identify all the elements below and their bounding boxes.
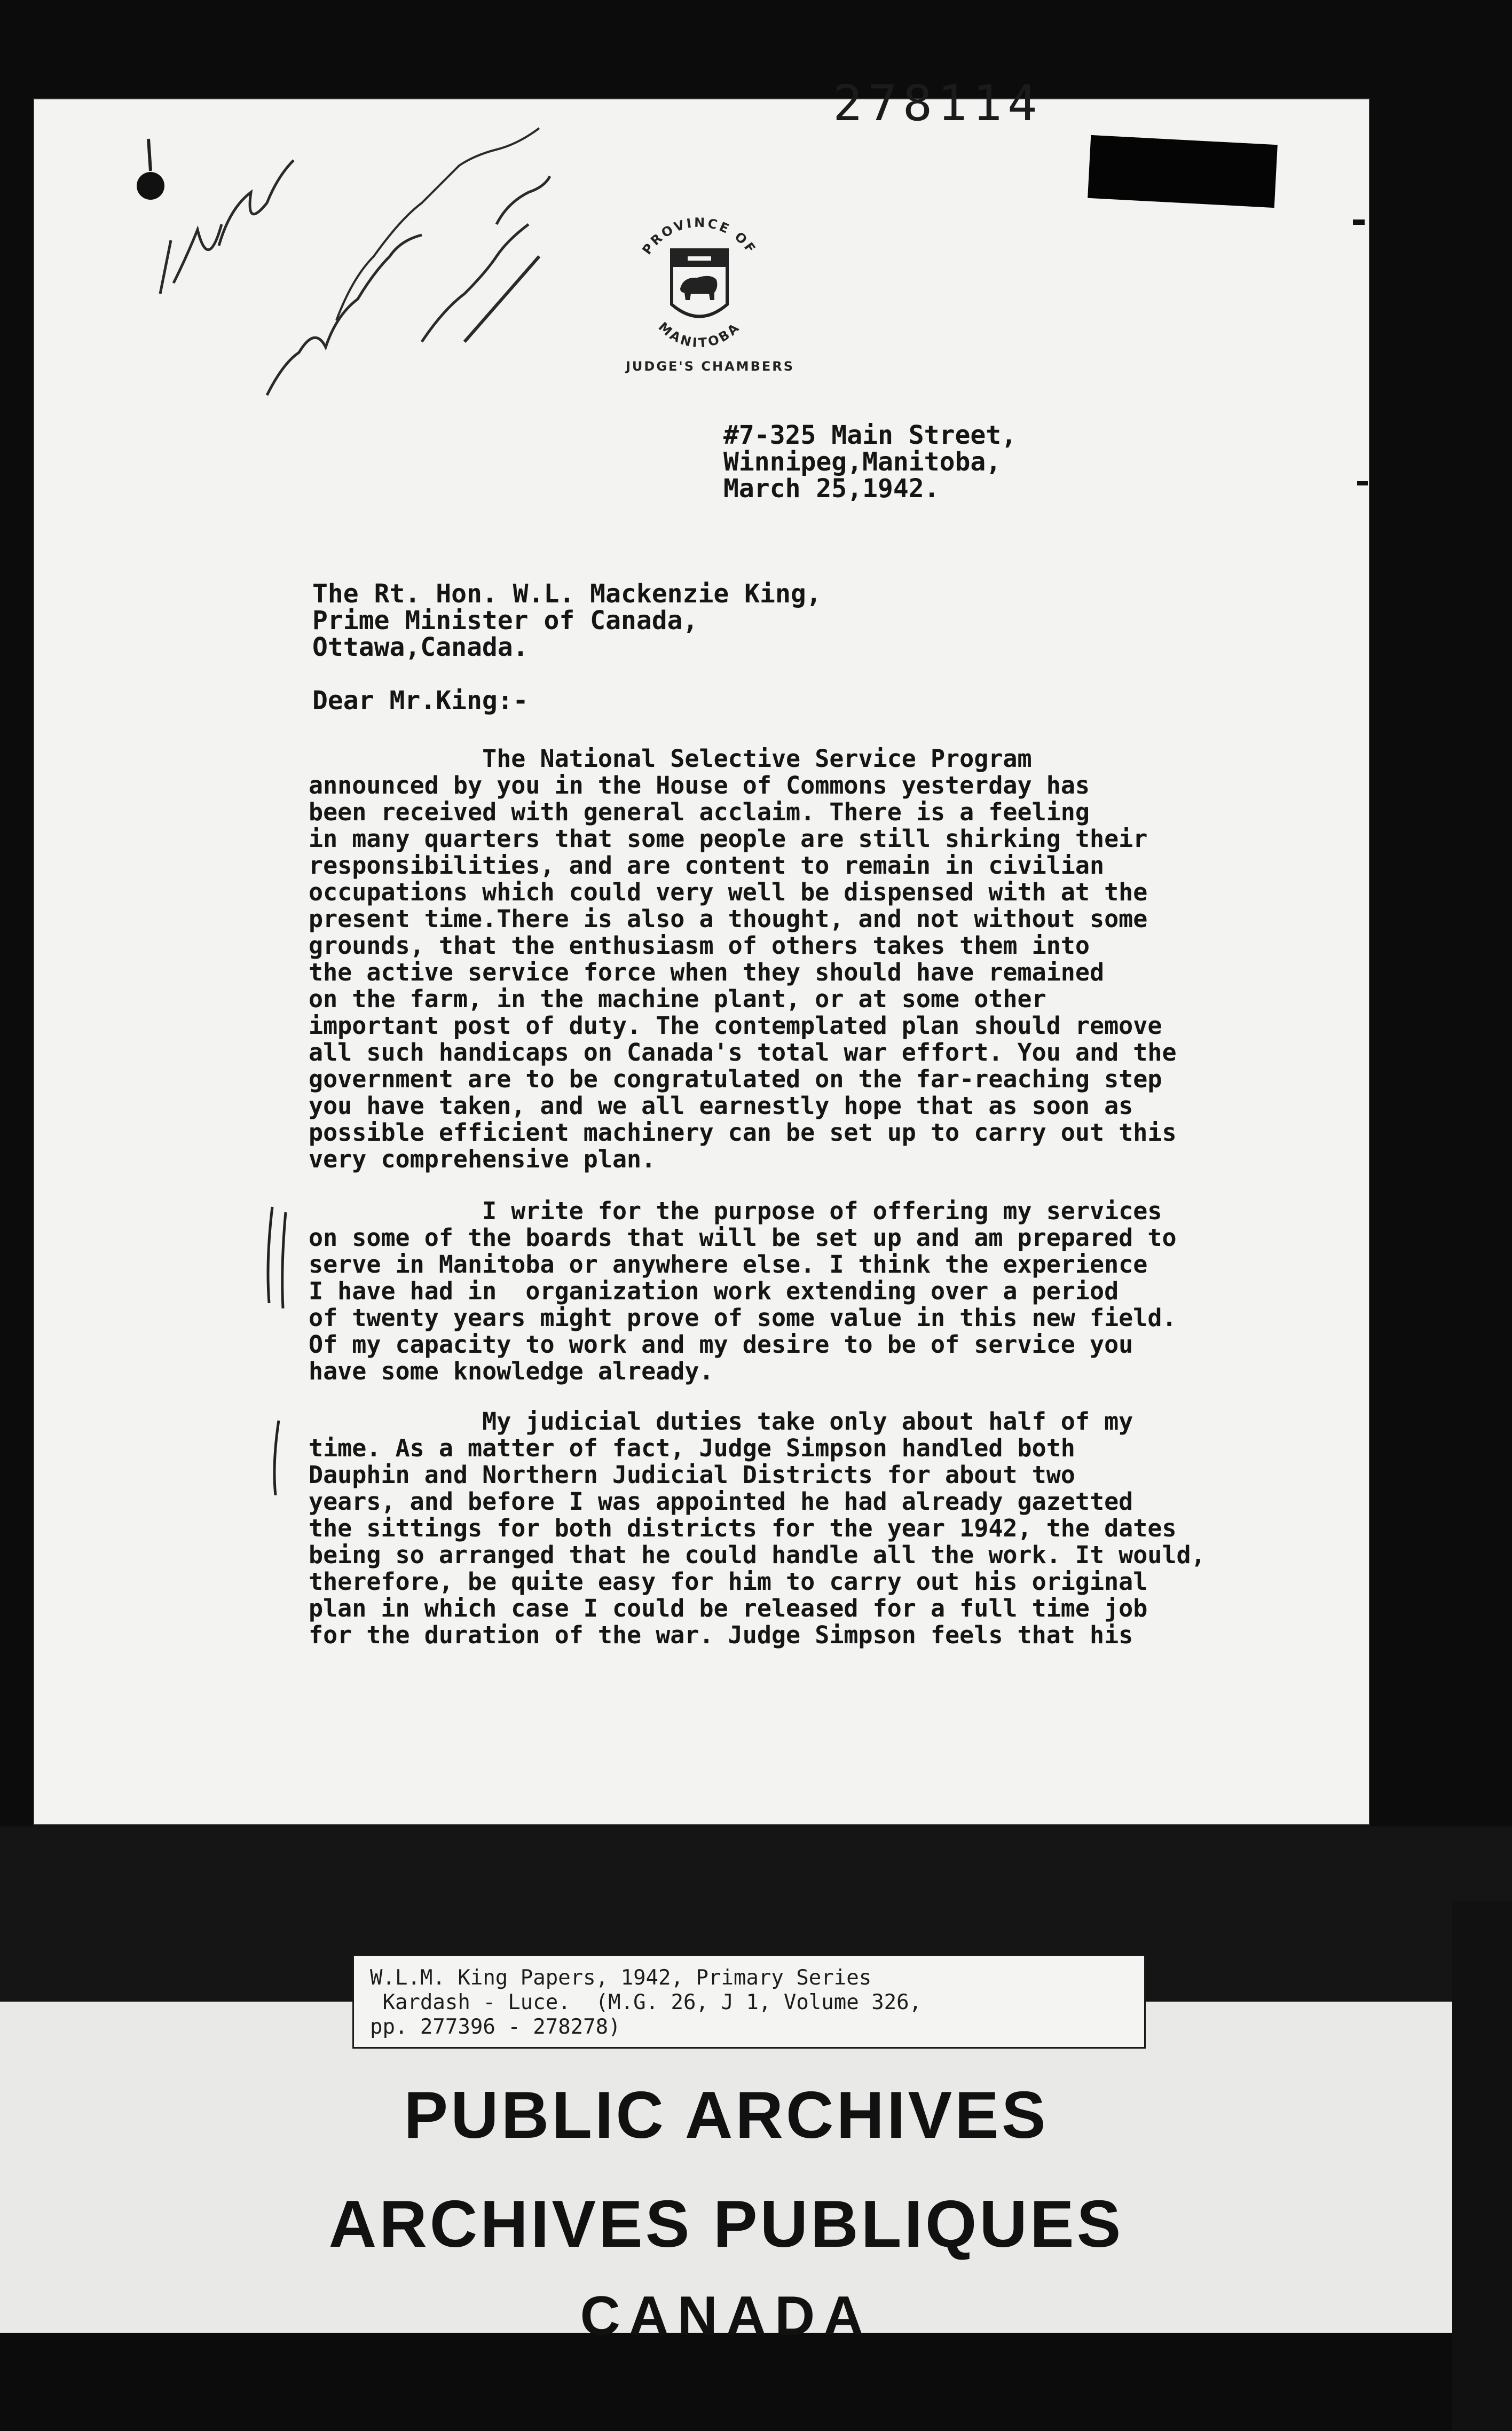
province-of-manitoba-seal: [625, 214, 774, 358]
recipient-line: Ottawa,Canada.: [312, 632, 529, 662]
recipient-line: Prime Minister of Canada,: [312, 606, 698, 636]
paragraph-1: The National Selective Service Program announced by you in the House of Commons yesterday has been received with general acclaim. There is a feeling in many quarters that some people are still shirking their responsibilities, and are content to remain in civilian occupations which could very well be dispensed with at the present time.There is also a thought, and not without some grounds, that the enthusiasm of others takes them into the active service force when they should have remained on the farm, in the machine plant, or at some other important post of duty. The contemplated plan should remove all such handicaps on Canada's total war effort. You and the government are to be congratulated on the far-reaching step you have taken, and we all earnestly hope that as soon as possible efficient machinery can be set up to carry out this very comprehensive plan.: [309, 744, 1177, 1173]
seal-bottom-text: MANITOBA: [655, 319, 744, 351]
margin-marks: [256, 1196, 310, 1495]
svg-text:MANITOBA: [656, 319, 743, 351]
paragraph-2: I write for the purpose of offering my services on some of the boards that will be set up and am prepared to serve in Manitoba or anywhere else. I think the experience I have had in organization work extending over a period of twenty years might prove of some value in this new field. Of my capacity to work and my desire to be of service you have some knowledge already.: [309, 1197, 1177, 1385]
paragraph-3: My judicial duties take only about half of my time. As a matter of fact, Judge Simpson handled both Dauphin and Northern Judicial Districts for about two years, and before I was appointed he had already gazetted the sittings for both districts for the year 1942, the dates being so arranged that he could handle all the work. It would, therefore, be quite easy for him to carry out his original plan in which case I could be released for a full time job for the duration of the war. Judge Simpson feels that his: [309, 1407, 1206, 1649]
archives-country: CANADA: [580, 2285, 872, 2347]
address-line: #7-325 Main Street,: [723, 420, 1017, 450]
address-line: Winnipeg,Manitoba,: [723, 447, 1002, 477]
seal-caption: JUDGE'S CHAMBERS: [625, 359, 795, 374]
sender-address: [723, 422, 1017, 502]
label-line: pp. 277396 - 278278): [370, 2015, 621, 2039]
redaction-block: [1088, 135, 1278, 208]
label-line: W.L.M. King Papers, 1942, Primary Series: [370, 1966, 872, 1990]
label-line: Kardash - Luce. (M.G. 26, J 1, Volume 326,: [382, 1990, 922, 2014]
document-number: 278114: [833, 75, 1043, 132]
archive-reference-label: [352, 1955, 1146, 2049]
letter-date: March 25,1942.: [723, 474, 940, 504]
archive-reference-text: [370, 1966, 922, 2040]
right-edge-mark: [1353, 219, 1365, 225]
archives-title-english: PUBLIC ARCHIVES: [404, 2079, 1049, 2152]
scan-right-edge: [1452, 1901, 1512, 2430]
archives-footer: [0, 2002, 1452, 2347]
salutation: Dear Mr.King:-: [312, 686, 529, 716]
archives-title-french: ARCHIVES PUBLIQUES: [328, 2187, 1124, 2261]
right-edge-mark-2: [1357, 481, 1368, 485]
recipient-line: The Rt. Hon. W.L. Mackenzie King,: [312, 579, 822, 609]
handwritten-annotation: [123, 96, 571, 417]
seal-top-text: PROVINCE OF: [639, 215, 760, 257]
recipient-block: [312, 581, 822, 661]
